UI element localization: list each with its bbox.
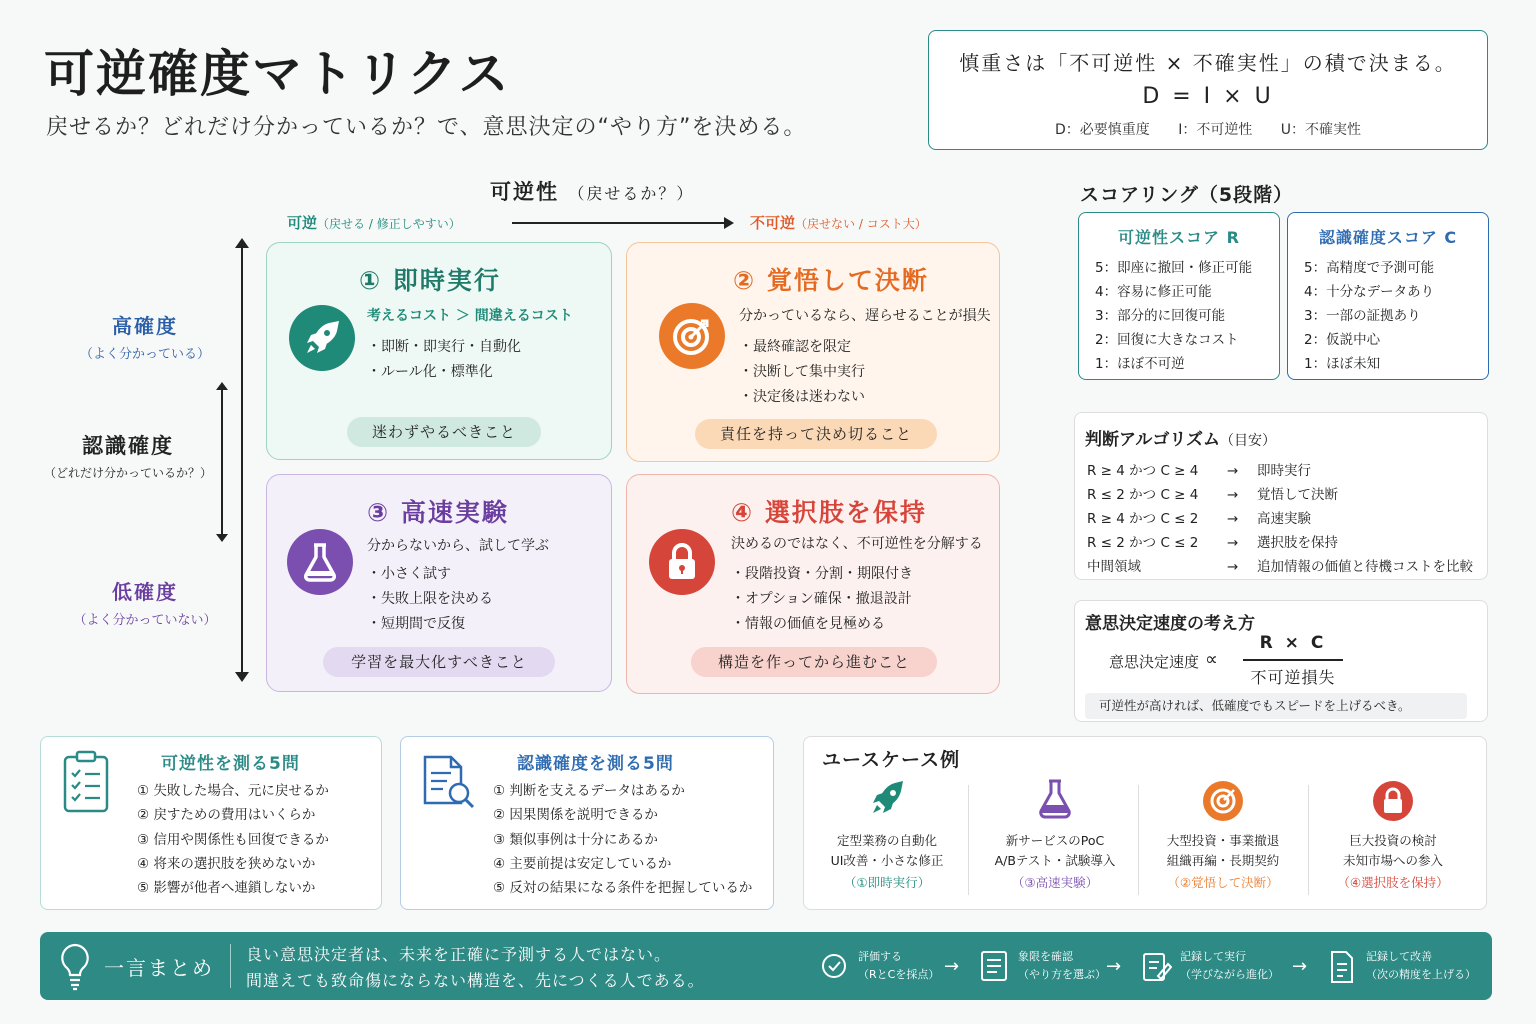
quadrant-title: ② 覚悟して決断 — [733, 266, 929, 295]
scoring-heading: スコアリング（5段階） — [1080, 184, 1294, 206]
algorithm-row: 中間領域 → 追加情報の価値と待機コストを比較 — [1087, 559, 1473, 575]
summary-message: 良い意思決定者は、未来を正確に予測する人ではない。 間違えても致命傷にならない構造を、先につくる人である。 — [246, 945, 705, 990]
step-improve: 記録して改善 （次の精度を上げる） — [1326, 948, 1476, 984]
quadrant-keep-options — [626, 474, 1000, 694]
inner-arrow-top — [216, 382, 228, 390]
reversible-label: 可逆（戻せる / 修正しやすい） — [287, 214, 461, 232]
usecase-item: 新サービスのPoC A/Bテスト・試験導入 （③高速実験） — [980, 777, 1130, 891]
rocket-icon — [289, 305, 355, 371]
quadrant-pill: 構造を作ってから進むこと — [691, 647, 937, 677]
formula-box — [928, 30, 1488, 150]
question-list: ① 失敗した場合、元に戻せるか ② 戻すための費用はいくらか ③ 信用や関係性も回復できるか ④ 将来の選択肢を狭めないか ⑤ 影響が他者へ連鎖しないか — [137, 783, 329, 897]
rocket-icon — [812, 777, 962, 827]
algorithm-row: R ≤ 2 かつ C ≥ 4 → 覚悟して決断 — [1087, 487, 1338, 503]
quadrant-subtitle: 考えるコスト ＞ 間違えるコスト — [367, 308, 573, 324]
score-title: 認識確度スコア C — [1318, 228, 1458, 247]
checklist-icon — [61, 749, 113, 819]
lock-icon — [649, 529, 715, 595]
horizontal-axis-title: 可逆性 （戻せるか？） — [490, 180, 695, 204]
algorithm-row: R ≤ 2 かつ C ≤ 2 → 選択肢を保持 — [1087, 535, 1338, 551]
quadrant-subtitle: 分からないから、試して学ぶ — [367, 538, 549, 554]
quadrant-title: ④ 選択肢を保持 — [731, 498, 927, 527]
horizontal-axis-line — [512, 222, 732, 224]
usecase-heading: ユースケース例 — [822, 749, 961, 771]
target-icon — [1148, 777, 1298, 827]
horizontal-arrow-head — [724, 217, 734, 229]
step-quadrant: 象限を確認 （やり方を選ぶ） — [978, 948, 1106, 984]
score-list: 5：即座に撤回・修正可能 4：容易に修正可能 3：部分的に回復可能 2：回復に大きなコスト 1：ほぼ不可逆 — [1095, 260, 1253, 372]
speed-label: 意思決定速度 — [1109, 653, 1200, 671]
page-subtitle: 戻せるか？どれだけ分かっているか？で、意思決定の“やり方”を決める。 — [46, 115, 807, 140]
irreversible-label: 不可逆（戻せない / コスト大） — [750, 214, 927, 232]
target-icon — [659, 303, 725, 369]
step-record: 記録して実行 （学びながら進化） — [1140, 948, 1279, 984]
proportional-symbol: ∝ — [1205, 649, 1218, 670]
decision-algorithm — [1074, 412, 1488, 580]
record-icon — [1140, 948, 1172, 990]
speed-denominator: 不可逆損失 — [1250, 668, 1336, 687]
usecase-divider — [1138, 785, 1139, 895]
step-arrow: → — [1292, 956, 1308, 977]
vertical-axis-title: 認識確度 （どれだけ分かっているか？） — [43, 434, 212, 480]
formula-legend: D：必要慎重度 I：不可逆性 U：不確実性 — [1054, 122, 1362, 138]
quadrant-decisive — [626, 242, 1000, 462]
speed-numerator: R × C — [1259, 633, 1327, 653]
usecase-item: 巨大投資の検討 未知市場への参入 （④選択肢を保持） — [1318, 777, 1468, 891]
summary-label: 一言まとめ — [104, 956, 214, 980]
quadrant-pill: 責任を持って決め切ること — [695, 419, 937, 449]
quadrant-bullets: ・最終確認を限定 ・決断して集中実行 ・決定後は迷わない — [739, 339, 865, 405]
question-title: 可逆性を測る5問 — [161, 754, 300, 774]
summary-divider — [230, 944, 231, 988]
quadrant-icon — [978, 948, 1010, 990]
quadrant-subtitle: 分かっているなら、遅らせることが損失 — [739, 308, 991, 324]
algorithm-row: R ≥ 4 かつ C ≥ 4 → 即時実行 — [1087, 463, 1311, 479]
usecase-panel — [803, 736, 1487, 910]
decision-speed-box — [1074, 600, 1488, 722]
page-title: 可逆確度マトリクス — [44, 45, 511, 103]
quadrant-title: ① 即時実行 — [359, 266, 501, 295]
question-list: ① 判断を支えるデータはあるか ② 因果関係を説明できるか ③ 類似事例は十分にあるか ④ 主要前提は安定しているか ⑤ 反対の結果になる条件を把握しているか — [493, 783, 753, 897]
lock-icon — [1318, 777, 1468, 827]
quadrant-title: ③ 高速実験 — [367, 498, 509, 527]
high-certainty-label: 高確度 （よく分かっている） — [79, 314, 210, 362]
usecase-divider — [1308, 785, 1309, 895]
lightbulb-icon — [58, 942, 92, 996]
algorithm-heading: 判断アルゴリズム（目安） — [1085, 430, 1276, 450]
quadrant-pill: 迷わずやるべきこと — [347, 417, 541, 447]
step-arrow: → — [1106, 956, 1122, 977]
step-arrow: → — [944, 956, 960, 977]
evaluate-icon — [818, 948, 850, 990]
fraction-bar — [1243, 659, 1343, 661]
vertical-arrow-top — [235, 238, 249, 248]
vertical-arrow-bottom — [235, 672, 249, 682]
certainty-score-box — [1287, 212, 1489, 380]
formula-line1: 慎重さは「不可逆性 × 不確実性」の積で決まる。 — [959, 51, 1457, 75]
score-list: 5：高精度で予測可能 4：十分なデータあり 3：一部の証拠あり 2：仮説中心 1：ほぼ未知 — [1304, 260, 1435, 372]
flask-icon — [287, 529, 353, 595]
step-evaluate: 評価する （RとCを採点） — [818, 948, 939, 984]
speed-note: 可逆性が高ければ、低確度でもスピードを上げるべき。 — [1085, 693, 1467, 719]
summary-bar — [40, 932, 1492, 1000]
quadrant-bullets: ・段階投資・分割・期限付き ・オプション確保・撤退設計 ・情報の価値を見極める — [731, 566, 913, 632]
speed-heading: 意思決定速度の考え方 — [1085, 614, 1255, 634]
formula-equation: D = I × U — [1142, 84, 1274, 109]
quadrant-immediate — [266, 242, 612, 460]
quadrant-bullets: ・小さく試す ・失敗上限を決める ・短期間で反復 — [367, 566, 493, 632]
algorithm-row: R ≥ 4 かつ C ≤ 2 → 高速実験 — [1087, 511, 1311, 527]
vertical-axis-line — [241, 244, 243, 676]
quadrant-bullets: ・即断・即実行・自動化 ・ルール化・標準化 — [367, 339, 521, 380]
quadrant-experiment — [266, 474, 612, 692]
flask-icon — [980, 777, 1130, 827]
usecase-divider — [968, 785, 969, 895]
inner-arrow-bottom — [216, 534, 228, 542]
quadrant-pill: 学習を最大化すべきこと — [323, 647, 555, 677]
usecase-item: 大型投資・事業撤退 組織再編・長期契約 （②覚悟して決断） — [1148, 777, 1298, 891]
inner-vertical-line — [221, 388, 223, 538]
score-title: 可逆性スコア R — [1118, 228, 1240, 247]
quadrant-subtitle: 決めるのではなく、不可逆性を分解する — [731, 536, 983, 552]
reversibility-questions — [40, 736, 382, 910]
usecase-item: 定型業務の自動化 UI改善・小さな修正 （①即時実行） — [812, 777, 962, 891]
question-title: 認識確度を測る5問 — [517, 754, 674, 774]
document-search-icon — [421, 753, 479, 817]
low-certainty-label: 低確度 （よく分かっていない） — [73, 580, 217, 628]
reversibility-score-box — [1078, 212, 1280, 380]
improve-icon — [1326, 948, 1358, 990]
certainty-questions — [400, 736, 774, 910]
